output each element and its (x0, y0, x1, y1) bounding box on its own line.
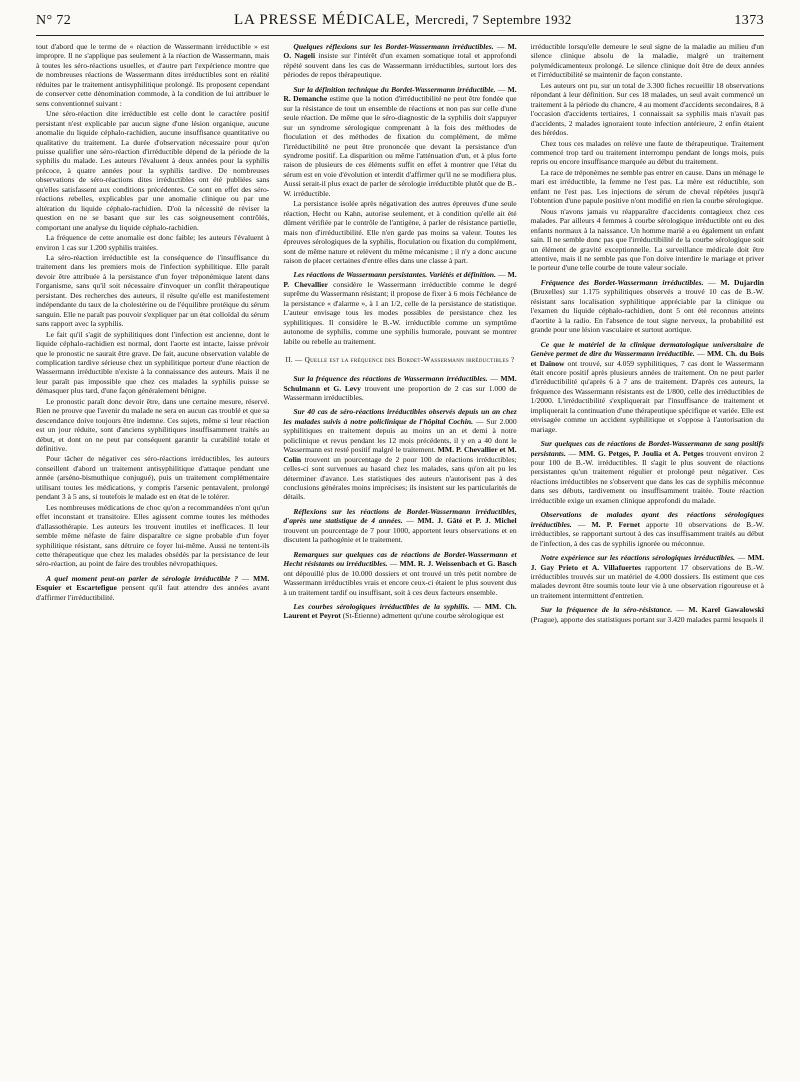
running-title (234, 12, 572, 29)
paragraph: Pour tâcher de négativer ces séro-réactions irréductibles, les auteurs conseillent d'abord un traitement antisyphilitique d'attaque pendant une année (arséno-bismuthique conjugué), puis un traitement complémentaire utilisant toutes les médications, y compris l'arsenic pentavalent, prolongé pendant 3 à 5 ans, si toutefois le malade est en état de le tolérer. (36, 454, 270, 502)
section-text: (Prague), apporte des statistiques portant sur 3.420 malades parmi lesquels il (530, 614, 764, 624)
section-entry: Sur quelques cas de réactions de Bordet-Wassermann de sang positifs persistants. — MM. G. Petges, P. Joulia et A. Petges trouvent environ 2 pour 100 de B.-W. irréductibles. Il s'agit le plus souvent de réactions persistantes qu'un traitement régulier et prolongé peut négativer. Ces réactions irréductibles ne s'observent que dans les cas de syphilis méconnue dans ses débuts, tardivement ou insuffisamment traitée. Toute réaction irréductible exige un examen clinique approfondi du malade. (530, 439, 764, 505)
section-text: ont trouvé, sur 4.059 syphilitiques, 7 cas dont le Wassermann était encore positif après plusieurs années de traitement. On ne peut parler d'irréductibilité qu'après 6 à 7 ans de traitement. D'après ces auteurs, la fréquence des Wassermann résistants est de 1/800, celle des irréductibles de 1/2000. L'irréductibilité s'expliquerait par l'insuffisance de traitement et impliquerait la continuation d'une thérapeutique spécifique et variée. Elle est envisagée comme un accident syphilitique et s'oppose à l'autorisation du mariage. (530, 358, 764, 434)
paragraph: tout d'abord que le terme de « réaction de Wassermann irréductible » est impropre. Il ne s'applique pas seulement à la réaction de Wassermann, mais à toutes les séro-réactions usuelles, et d'autre part l'expérience montre que de nombreuses réactions de Wassermann dites irréductibles sont en réalité réduites par le traitement antisyphilitique prolongé. Ils proposent cependant de conserver cette dénomination commode, à la condition de lui attribuer le sens conventionnel suivant : (36, 42, 270, 108)
section-authors: MM. G. Petges, P. Joulia et A. Petges (578, 448, 704, 458)
section-title: A quel moment peut-on parler de sérologie irréductible ? (46, 573, 238, 583)
section-title: Sur la fréquence de la séro-résistance. (540, 605, 673, 615)
section-title: Quelques réflexions sur les Bordet-Wassermann irréductibles. (293, 42, 494, 51)
section-entry: Sur 40 cas de séro-réactions irréductibles observés depuis un an chez les malades suivis à notre policlinique de l'hôpital Cochin. — Sur 2.000 syphilitiques en traitement depuis au moins un an et demi à notre policlinique et revus pendant les 12 mois précédents, il y en a 40 dont le Wassermann est resté positif malgré le traitement. MM. P. Chevallier et M. Colin trouvent un pourcentage de 2 pour 100 de réactions irréductibles; celles-ci sont survenues au hasard chez les malades, sans qu'on ait pu les déterminer d'avance. Les statistiques des auteurs n'autorisent pas à des conclusions générales moins imprécises; ils insistent sur les particularités de détails. (283, 407, 517, 502)
section-entry: Les courbes sérologiques irréductibles de la syphilis. — MM. Ch. Laurent et Peyrot (St-Étienne) admettent qu'une courbe sérologique est (283, 602, 517, 621)
section-title: Observations de malades ayant des réactions sérologiques irréductibles. (530, 510, 764, 529)
section-authors: M. Dujardin (720, 277, 764, 287)
section-title: Sur quelques cas de réactions de Bordet-Wassermann de sang positifs persistants. (530, 439, 764, 458)
section-text: insiste sur l'intérêt d'un examen somatique total et approfondi répété souvent dans les cas de Wassermann irréductibles, surtout lors des périodes de repos thérapeutique. (283, 51, 517, 80)
section-entry: Sur la définition technique du Bordet-Wassermann irréductible. — M. R. Demanche estime que la notion d'irréductibilité ne peut être fondée que sur la résistance de tout un ensemble de réactions et non pas sur celle d'une seule réaction. De même que le séro-diagnostic de la syphilis doit s'appuyer sur un syndrome sérologique comprenant à la fois des méthodes de floculation et des méthodes de fixation du complément, de même l'irréductibilité ne peut être prononcée que devant la persistance d'un syndrome positif. La disparition ou même l'atténuation d'un, et à plus forte raison de plusieurs de ces éléments suffit en effet à montrer que l'état du sérum est en voie d'évolution et interdit d'affirmer qu'il ne se modifiera plus. Aussi serait-il plus exact de parler de sérologie irréductible plutôt que de B.-W. irréductible. (283, 84, 517, 198)
section-entry: Réflexions sur les réactions de Bordet-Wassermann irréductibles, d'après une statistique de 4 années. — MM. J. Gâté et P. J. Michel trouvent un pourcentage de 7 pour 1000, apportent leurs observations et en discutent la pathogénie et le traitement. (283, 506, 517, 545)
paragraph: La fréquence de cette anomalie est donc faible; les auteurs l'évaluent à environ 1 cas sur 1.200 syphilis traitées. (36, 233, 270, 252)
section-authors: M. P. Chevallier (283, 270, 517, 289)
paragraph: Les auteurs ont pu, sur un total de 3.300 fiches recueillir 18 observations répondant à leur définition. Sur ces 18 malades, un seul avait commencé un traitement à la période du chancre, 4 au moment d'accidents secondaires, 8 à l'occasion d'accidents tertiaires, 1 connaissait sa syphilis mais n'avait pas d'accidents, 2 malades ignoraient toute infection antérieure, 2 enfin étaient des hérédos. (530, 80, 764, 138)
section-entry: Observations de malades ayant des réactions sérologiques irréductibles. — M. P. Fernet apporte 10 observations de B.-W. irréductibles, se rapportant surtout à des cas insuffisamment traités au début de l'infection, à des cas de syphilis ignorée ou méconnue. (530, 510, 764, 548)
section-entry: Quelques réflexions sur les Bordet-Wassermann irréductibles. — M. O. Nageli insiste sur l'intérêt d'un examen somatique total et approfondi répété souvent dans les cas de Wassermann irréductibles, surtout lors des périodes de repos thérapeutique. (283, 42, 517, 80)
issue-number: N° 72 (36, 13, 72, 28)
section-entry: Remarques sur quelques cas de réactions de Bordet-Wassermann et Hecht résistants ou irréductibles. — MM. R. J. Weissenbach et G. Basch ont dépouillé plus de 10.000 dossiers et ont trouvé un très petit nombre de Wassermann irréductibles vrais et encore ceux-ci étaient le plus souvent dus à un traitement tardif ou insuffisant, soit à ces deux facteurs ensemble. (283, 549, 517, 597)
section-title: Les réactions de Wassermann persistantes. Variétés et définition. (293, 270, 496, 280)
paragraph: La persistance isolée après négativation des autres épreuves d'une seule réaction, Hecht ou Kahn, autorise seulement, et à condition qu'elle ait été dûment vérifiée par le contrôle de l'antigène, à parler de résistance partielle, mais non d'irréductibilité. Elle n'en garde pas moins sa valeur. Toutes les épreuves sérologiques de la syphilis, floculation ou fixation du complément, sont de même nature et relèvent du même mécanisme ; il n'y a donc aucune raison de placer certaines d'entre elles dans une classe à part. (283, 199, 517, 265)
section-entry: Les réactions de Wassermann persistantes. Variétés et définition. — M. P. Chevallier considère le Wassermann irréductible comme le degré suprême du Wassermann résistant; il propose de fixer à 6 mois l'échéance de la persistance « d'alarme », à 1 an 1/2, celle de la persistance de statistique. L'auteur envisage tous les modes possibles de persistance chez les syphilitiques. Il considère le B.-W. irréductible comme un symptôme autonome de syphilis, comme une syphilis humorale, pouvant se montrer labile ou rebelle au traitement. (283, 270, 517, 346)
section-authors: MM. P. Chevallier et M. Colin (283, 445, 517, 464)
section-text: (St-Étienne) admettent qu'une courbe sérologique est (342, 611, 504, 621)
section-title: Réflexions sur les réactions de Bordet-Wassermann irréductibles, d'après une statistique de 4 années. (283, 506, 517, 526)
section-text: estime que la notion d'irréductibilité ne peut être fondée que sur la résistance de tout un ensemble de réactions et non pas sur celle d'une seule réaction. De même que le séro-diagnostic de la syphilis doit s'appuyer sur un syndrome sérologique comprenant à la fois des méthodes de floculation et des méthodes de fixation du complément, de même l'irréductibilité ne peut être prononcée que devant la persistance d'un syndrome positif. La disparition ou même l'atténuation d'un, et à plus forte raison de plusieurs de ces éléments suffit en effet à montrer que l'état du sérum est en voie d'évolution et interdit d'affirmer qu'il ne se modifiera plus. Aussi serait-il plus exact de parler de sérologie irréductible plutôt que de B.-W. irréductible. (283, 94, 517, 198)
section-authors: MM. J. Gâté et P. J. Michel (417, 516, 517, 526)
paragraph: Chez tous ces malades on relève une faute de thérapeutique. Traitement commencé trop tard ou traitement interrompu pendant de longs mois, puis repris ou encore insuffisance marquée au début du traitement. (530, 138, 764, 167)
section-text: rapportent 17 observations de B.-W. irréductibles trouvés sur un matériel de 4.000 dossiers. Ils estiment que ces malades devront être soumis toute leur vie à une observation rigoureuse et à un traitement intermittent d'entretien. (530, 562, 764, 600)
journal-name: LA PRESSE MÉDICALE, (234, 12, 411, 28)
section-authors: M. R. Demanche (283, 84, 517, 104)
paragraph: La race de tréponèmes ne semble pas entrer en cause. Dans un ménage le mari est irréductible, la femme ne l'est pas. La mère est réductible, son enfant ne l'est pas. Les injections de sérum de cheval répétées jusqu'à l'obtention d'une papule positive n'ont modifié en rien la courbe sérologique. (530, 167, 764, 206)
section-text: (Bruxelles) sur 1.175 syphilitiques observés a trouvé 10 cas de B.-W. résistant sans localisation syphilitique appréciable par la clinique ou l'examen du liquide céphalo-rachidien, dont 5 ont été reconnus atteints d'aortite à la radio. En l'absence de tout signe nerveux, la probabilité est grande pour une lésion vasculaire et surtout aortique. (530, 287, 764, 335)
paragraph: Nous n'avons jamais vu réapparaître d'accidents contagieux chez ces malades. Par ailleurs 4 femmes à courbe sérologique irréductible ont eu des enfants normaux à la naissance. Un homme marié a eu également un enfant sain. Il ne semble donc pas que l'irréductibilité de la courbe sérologique soit un élément de gravité exceptionnelle. La surveillance médicale doit être attentive, mais il ne semble pas que l'on doive interdire le mariage et priver le porteur d'une telle courbe de toute valeur sociale. (530, 206, 764, 273)
section-text: apporte 10 observations de B.-W. irréductibles, se rapportant surtout à des cas insuffisamment traités au début de l'infection, à des cas de syphilis ignorée ou méconnue. (530, 519, 764, 548)
section-title: Ce que le matériel de la clinique dermatologique universitaire de Genève permet de dire du Wassermann irréductible. (530, 339, 764, 359)
paragraph: Le pronostic paraît donc devoir être, dans une certaine mesure, réservé. Rien ne prouve que l'avenir du malade ne sera en aucun cas troublé et que sa descendance doive toujours être indemne. Ces sujets, même si leur réaction est un jour réduite, sont d'anciens syphilitiques insuffisamment traités au début, et dont on ne peut par conséquent garantir la curabilité totale et définitive. (36, 396, 270, 454)
section-text: Sur 2.000 syphilitiques en traitement depuis au moins un an et demi à notre policlinique et revus pendant les 12 mois précédents, il y en a 40 dont le Wassermann est resté positif malgré le traitement. (283, 416, 517, 455)
page-number: 1373 (734, 13, 764, 28)
section-title: Remarques sur quelques cas de réactions de Bordet-Wassermann et Hecht résistants ou irréductibles. (283, 549, 517, 569)
column-1 (36, 42, 269, 1072)
section-title: Sur la fréquence des réactions de Wassermann irréductibles. (293, 374, 488, 384)
page-header (36, 12, 764, 36)
section-authors: MM. Esquier et Escartefigue (36, 573, 270, 593)
column-3 (531, 42, 764, 1072)
section-authors: MM. Ch. Laurent et Peyrot (283, 602, 517, 621)
section-authors: MM. R. J. Weissenbach et G. Basch (399, 559, 517, 569)
section-text: trouvent un pourcentage de 2 pour 100 de réactions irréductibles; celles-ci sont survenues au hasard chez les malades, sans qu'on ait pu les déterminer d'avance. Les statistiques des auteurs n'autorisent pas à des conclusions générales moins imprécises; ils insistent sur les particularités de détails. (283, 454, 517, 502)
section-text: trouvent environ 2 pour 100 de B.-W. irréductibles. Il s'agit le plus souvent de réactions persistantes qu'un traitement régulier et prolongé peut négativer. Ces réactions irréductibles ne s'observent que dans les cas de syphilis méconnue dans ses débuts, tardivement ou insuffisamment traitée. Toute réaction irréductible exige un examen clinique approfondi du malade. (530, 448, 764, 505)
section-entry: A quel moment peut-on parler de sérologie irréductible ? — MM. Esquier et Escartefigue pensent qu'il faut attendre des années avant d'affirmer l'irréductibilité. (36, 573, 270, 602)
section-text: trouvent une proportion de 2 cas sur 1.000 de Wassermann irréductibles. (283, 383, 517, 402)
section-title: Les courbes sérologiques irréductibles de la syphilis. (293, 602, 470, 612)
paragraph: La séro-réaction irréductible est la conséquence de l'insuffisance du traitement dans les premiers mois de l'infection syphilitique. Elle paraît devoir être attribuée à la persistance d'un foyer tréponémique latent dans l'organisme, sans qu'il soit nécessaire d'invoquer un conflit thérapeutique persistant. Des recherches des auteurs, il résulte qu'elle est manifestement indépendante du taux de la cholestérine ou de l'équilibre protéique du sérum sanguin. Elle ne paraît pas pouvoir s'expliquer par un état colloïdal du sérum sans rapport avec la syphilis. (36, 252, 270, 329)
section-text: trouvent un pourcentage de 7 pour 1000, apportent leurs observations et en discutent la pathogénie et le traitement. (283, 525, 517, 545)
section-text: ont dépouillé plus de 10.000 dossiers et ont trouvé un très petit nombre de Wassermann irréductibles vrais et encore ceux-ci étaient le plus souvent dus à un traitement tardif ou insuffisant, soit à ces deux facteurs ensemble. (283, 568, 517, 597)
issue-date: Mercredi, 7 Septembre 1932 (415, 12, 572, 27)
paragraph: Une séro-réaction dite irréductible est celle dont le caractère positif persistant n'est explicable par aucun signe d'une lésion organique, aucune anomalie du liquide céphalo-rachidien, aucune insuffisance quantitative ou qualitative du traitement. La durée d'observation nécessaire pour qu'on puisse qualifier une séro-réaction d'irréductible dépend de la période de la syphilis du malade. Les auteurs l'évaluent à deux années pour la syphilis précoce, à quatre années pour la syphilis tardive. De nombreuses observations de séro-réactions dites irréductibles ont été publiées sans qu'elles satisfassent aux conditions précédentes. Ce sont en effet des séro-réactions rebelles, explicables par une anomalie clinique ou par une altération du liquide céphalo-rachidien. D'où la nécessité de réviser la question en ne se basant que sur les cas soigneusement contrôlés, comportant une analyse du liquide céphalo-rachidien. (36, 109, 270, 232)
header-rule (36, 35, 764, 36)
section-entry: Sur la fréquence des réactions de Wassermann irréductibles. — MM. Schulmann et G. Levy trouvent une proportion de 2 cas sur 1.000 de Wassermann irréductibles. (283, 374, 517, 402)
section-authors: MM. J. Gay Prieto et A. Villafuertes (530, 553, 764, 572)
section-title: Fréquence des Bordet-Wassermann irréductibles. (540, 277, 704, 287)
paragraph: irréductible lorsqu'elle demeure le seul signe de la maladie au milieu d'un silence clinique absolu de la maladie, malgré un traitement polymédicamenteux prolongé. Le silence clinique doit être de deux années et l'irréductibilité se maintenir de façon constante. (530, 42, 764, 80)
section-entry: Ce que le matériel de la clinique dermatologique universitaire de Genève permet de dire du Wassermann irréductible. — MM. Ch. du Bois et Daïnow ont trouvé, sur 4.059 syphilitiques, 7 cas dont le Wassermann était encore positif après plusieurs années de traitement. On ne peut parler d'irréductibilité qu'après 6 à 7 ans de traitement. D'après ces auteurs, la fréquence des Wassermann résistants est de 1/800, celle des irréductibles de 1/2000. L'irréductibilité s'expliquerait par l'insuffisance de traitement et impliquerait la continuation d'une thérapeutique spécifique et variée. Elle est envisagée comme un accident syphilitique et s'oppose à l'autorisation du mariage. (530, 339, 764, 434)
section-title: Notre expérience sur les réactions sérologiques irréductibles. (540, 553, 736, 563)
section-text: pensent qu'il faut attendre des années avant d'affirmer l'irréductibilité. (36, 583, 270, 602)
section-title: Sur la définition technique du Bordet-Wassermann irréductible. (293, 84, 496, 94)
section-entry: Fréquence des Bordet-Wassermann irréductibles. — M. Dujardin (Bruxelles) sur 1.175 syphilitiques observés a trouvé 10 cas de B.-W. résistant sans localisation syphilitique appréciable par la clinique ou l'examen du liquide céphalo-rachidien, dont 5 ont été reconnus atteints d'aortite à la radio. En l'absence de tout signe nerveux, la probabilité est grande pour une lésion vasculaire et surtout aortique. (530, 277, 764, 335)
article-columns (36, 42, 764, 1072)
paragraph: Les nombreuses médications de choc qu'on a recommandées n'ont qu'un effet inconstant et transitoire. Elles agissent comme toutes les méthodes d'allassothérapie. Les auteurs les trouvent inutiles et inefficaces. Il leur semble même néfaste de faire disparaître ce signe probable d'un foyer syphilitique résistant, sans détruire ce foyer lui-même. Aussi ne tentent-ils cette thérapeutique que chez les malades obsédés par la persistance de leur séro-réaction, au point de faire des troubles névropathiques. (36, 502, 270, 569)
section-authors: M. Karel Gawalowski (688, 605, 764, 615)
section-entry: Sur la fréquence de la séro-résistance. — M. Karel Gawalowski (Prague), apporte des statistiques portant sur 3.420 malades parmi lesquels il (530, 605, 764, 624)
column-2 (283, 42, 516, 1072)
section-authors: M. P. Fernet (591, 519, 640, 529)
section-authors: M. O. Nageli (283, 42, 517, 61)
section-text: considère le Wassermann irréductible comme le degré suprême du Wassermann résistant; il propose de fixer à 6 mois l'échéance de la persistance « d'alarme », à 1 an 1/2, celle de la persistance de statistique. L'auteur envisage tous les modes possibles de persistance chez les syphilitiques. Il considère le B.-W. irréductible comme un symptôme autonome de syphilis, comme une syphilis humorale, pouvant se montrer labile ou rebelle au traitement. (283, 279, 517, 346)
paragraph: Le fait qu'il s'agit de syphilitiques dont l'infection est ancienne, dont le liquide céphalo-rachidien est normal, dont l'aorte est intacte, laisse prévoir que le pronostic ne saurait être grave. De fait, aucune observation valable de complication tardive sérieuse chez un syphilitique porteur d'une réaction de Wassermann irréductible n'existe à la connaissance des auteurs. Mais il ne leur paraît pas impossible que chez ces malades la syphilis puisse se démasquer plus tard, d'une façon généralement bénigne. (36, 329, 270, 396)
section-entry: Notre expérience sur les réactions sérologiques irréductibles. — MM. J. Gay Prieto et A. Villafuertes rapportent 17 observations de B.-W. irréductibles trouvés sur un matériel de 4.000 dossiers. Ils estiment que ces malades devront être soumis toute leur vie à une observation rigoureuse et à un traitement intermittent d'entretien. (530, 553, 764, 600)
part-heading: II. — Quelle est la fréquence des Bordet-Wassermann irréductibles ? (285, 356, 515, 365)
section-title: Sur 40 cas de séro-réactions irréductibles observés depuis un an chez les malades suivis à notre policlinique de l'hôpital Cochin. (283, 407, 517, 426)
section-authors: MM. Schulmann et G. Levy (283, 374, 517, 393)
section-authors: MM. Ch. du Bois et Daïnow (530, 349, 764, 368)
